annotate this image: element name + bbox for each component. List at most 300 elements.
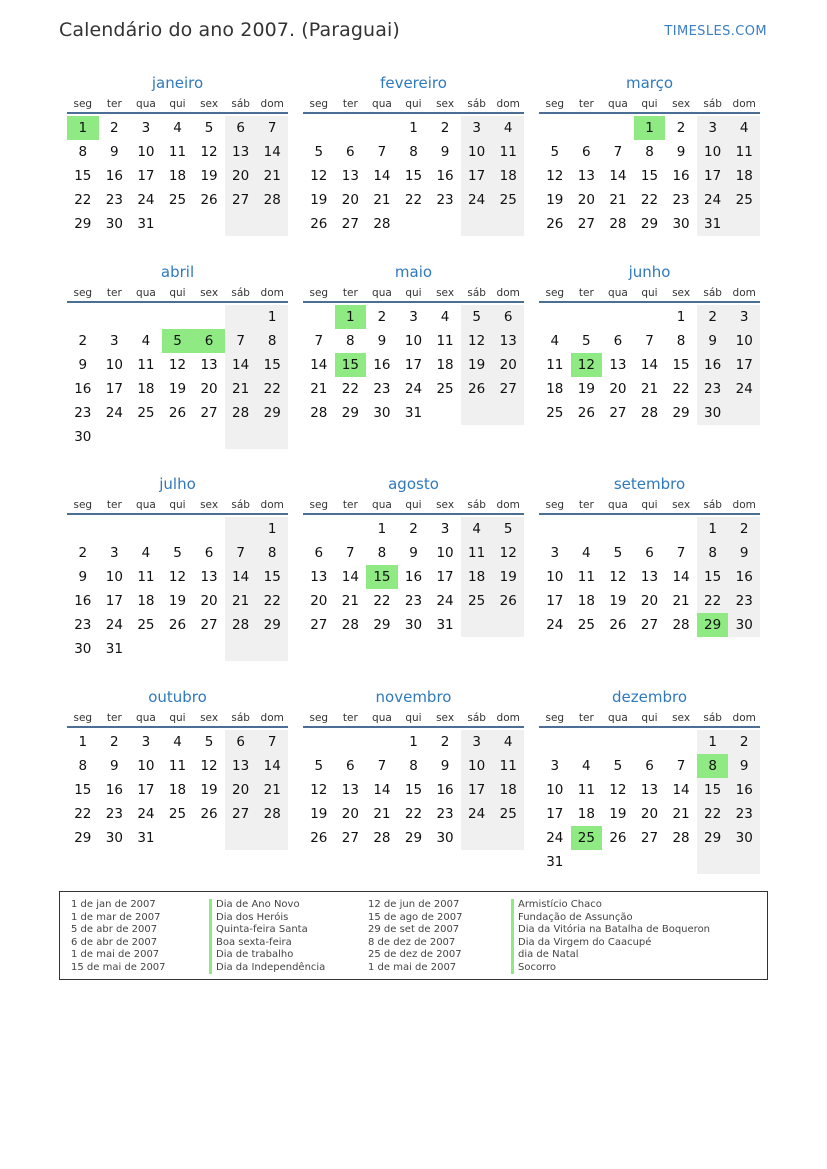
day-cell: 1 <box>409 734 418 750</box>
day-cell: 4 <box>728 116 760 140</box>
holiday-day-cell: 29 <box>697 613 729 637</box>
month-setembro <box>539 473 760 637</box>
day-cell: 21 <box>373 806 391 822</box>
day-cell: 14 <box>672 782 690 798</box>
day-cell: 11 <box>168 144 187 160</box>
day-cell: 17 <box>404 357 423 373</box>
day-cell: 21 <box>640 381 659 397</box>
holiday-day-cell: 1 <box>634 116 666 140</box>
day-cell: 11 <box>168 758 187 774</box>
day-cell: 22 <box>373 593 391 609</box>
day-cell: 6 <box>225 730 257 754</box>
day-cell: 27 <box>225 802 257 826</box>
day-cell: 12 <box>546 168 564 184</box>
empty-day-cell <box>539 517 571 541</box>
day-cell: 24 <box>546 617 564 633</box>
day-cell: 7 <box>676 758 686 774</box>
month-agosto <box>303 473 524 637</box>
day-cell: 19 <box>310 806 328 822</box>
empty-day-cell <box>193 637 225 661</box>
day-cell: 11 <box>492 140 524 164</box>
day-cell: 2 <box>78 545 88 561</box>
day-cell: 24 <box>461 802 493 826</box>
weekday-label: ter <box>342 712 358 724</box>
legend-holiday-name: Dia de trabalho <box>209 949 325 962</box>
day-cell: 29 <box>74 830 92 846</box>
day-cell: 25 <box>577 617 595 633</box>
legend-holiday-name: Socorro <box>511 962 710 975</box>
weekday-label: dom <box>496 712 520 724</box>
day-cell: 30 <box>728 613 760 637</box>
day-cell: 30 <box>404 617 423 633</box>
day-cell: 30 <box>105 830 123 846</box>
day-cell: 6 <box>582 144 591 160</box>
weekday-label: sex <box>672 98 691 110</box>
day-cell: 10 <box>436 545 454 561</box>
day-cell: 9 <box>697 329 729 353</box>
empty-day-cell <box>398 212 430 236</box>
empty-day-cell <box>461 212 493 236</box>
day-cell: 15 <box>697 565 729 589</box>
day-cell: 19 <box>168 381 187 397</box>
day-cell: 23 <box>74 617 92 633</box>
day-cell: 6 <box>346 144 355 160</box>
day-cell: 3 <box>440 521 450 537</box>
day-cell: 3 <box>110 333 119 349</box>
day-cell: 27 <box>200 405 218 421</box>
day-cell: 19 <box>168 593 187 609</box>
day-cell: 18 <box>492 778 524 802</box>
day-cell: 20 <box>577 192 595 208</box>
month-dezembro <box>539 686 760 874</box>
empty-day-cell <box>162 826 194 850</box>
day-cell: 9 <box>377 333 387 349</box>
month-maio <box>303 261 524 425</box>
month-name: março <box>625 74 674 92</box>
day-cell: 17 <box>728 353 760 377</box>
holiday-day-cell: 12 <box>571 353 603 377</box>
month-março <box>539 72 760 236</box>
day-cell: 2 <box>78 333 88 349</box>
empty-day-cell <box>130 425 162 449</box>
day-cell: 30 <box>74 641 92 657</box>
legend-date: 15 de mai de 2007 <box>71 961 166 973</box>
weekday-label: sáb <box>231 499 250 511</box>
day-cell: 28 <box>373 830 391 846</box>
holiday-day-cell: 1 <box>67 116 99 140</box>
day-cell: 7 <box>645 333 654 349</box>
holiday-day-cell: 8 <box>697 754 729 778</box>
day-cell: 25 <box>492 802 524 826</box>
day-cell: 14 <box>256 754 288 778</box>
weekday-label: qui <box>405 712 422 724</box>
day-cell: 7 <box>377 758 387 774</box>
empty-day-cell <box>366 730 398 754</box>
day-cell: 4 <box>141 545 151 561</box>
day-cell: 29 <box>373 617 391 633</box>
empty-day-cell <box>571 116 603 140</box>
day-cell: 28 <box>672 617 690 633</box>
day-cell: 8 <box>78 144 88 160</box>
day-cell: 28 <box>225 401 257 425</box>
day-grid <box>539 116 760 236</box>
weekday-label: qui <box>641 287 658 299</box>
day-cell: 12 <box>310 782 328 798</box>
day-cell: 10 <box>546 782 564 798</box>
day-cell: 30 <box>672 216 690 232</box>
weekday-label: ter <box>106 98 122 110</box>
day-cell: 14 <box>373 168 391 184</box>
day-cell: 19 <box>577 381 595 397</box>
legend-date: 1 de mar de 2007 <box>71 911 161 923</box>
empty-day-cell <box>492 401 524 425</box>
month-fevereiro <box>303 72 524 236</box>
weekday-label: qui <box>641 499 658 511</box>
weekday-header <box>303 94 524 114</box>
day-cell: 5 <box>204 120 214 136</box>
day-cell: 4 <box>550 333 560 349</box>
day-cell: 12 <box>609 782 627 798</box>
day-cell: 10 <box>546 569 564 585</box>
day-cell: 17 <box>461 778 493 802</box>
day-cell: 21 <box>225 589 257 613</box>
day-cell: 21 <box>310 381 328 397</box>
day-cell: 2 <box>110 120 119 136</box>
holiday-legend <box>59 891 768 980</box>
legend-dates-left <box>71 899 166 974</box>
legend-date: 6 de abr de 2007 <box>71 936 158 948</box>
day-cell: 7 <box>314 333 324 349</box>
day-cell: 21 <box>341 593 359 609</box>
day-cell: 6 <box>613 333 623 349</box>
day-cell: 5 <box>314 758 324 774</box>
day-cell: 25 <box>492 188 524 212</box>
empty-day-cell <box>539 116 571 140</box>
weekday-label: qui <box>169 287 186 299</box>
day-cell: 17 <box>137 782 155 798</box>
day-cell: 27 <box>310 617 328 633</box>
day-cell: 7 <box>256 730 288 754</box>
day-cell: 26 <box>310 216 328 232</box>
day-cell: 2 <box>110 734 119 750</box>
day-cell: 28 <box>256 188 288 212</box>
legend-date: 25 de dez de 2007 <box>368 949 462 960</box>
empty-day-cell <box>225 826 257 850</box>
empty-day-cell <box>67 305 99 329</box>
day-cell: 20 <box>640 806 659 822</box>
day-cell: 16 <box>404 569 423 585</box>
day-cell: 12 <box>168 357 187 373</box>
weekday-label: qua <box>136 499 156 511</box>
day-cell: 5 <box>613 545 623 561</box>
weekday-label: qua <box>372 287 392 299</box>
day-cell: 12 <box>310 168 328 184</box>
weekday-label: qua <box>608 287 628 299</box>
weekday-header <box>539 283 760 303</box>
day-cell: 8 <box>256 541 288 565</box>
day-cell: 19 <box>310 192 328 208</box>
day-cell: 20 <box>341 806 359 822</box>
legend-holiday-name: dia de Natal <box>511 949 710 962</box>
weekday-label: dom <box>496 499 520 511</box>
day-cell: 20 <box>492 353 524 377</box>
day-cell: 31 <box>105 641 123 657</box>
day-cell: 28 <box>256 802 288 826</box>
day-cell: 31 <box>137 216 155 232</box>
day-cell: 1 <box>697 730 729 754</box>
day-cell: 26 <box>577 405 595 421</box>
day-cell: 17 <box>461 164 493 188</box>
day-cell: 16 <box>672 168 690 184</box>
empty-day-cell <box>193 305 225 329</box>
day-cell: 2 <box>377 309 387 325</box>
brand-logo[interactable]: TIMESLES.COM <box>664 24 767 39</box>
day-cell: 23 <box>728 589 760 613</box>
weekday-label: qui <box>169 98 186 110</box>
day-cell: 15 <box>404 782 423 798</box>
day-cell: 19 <box>200 168 218 184</box>
empty-day-cell <box>303 730 335 754</box>
day-cell: 23 <box>105 192 123 208</box>
day-cell: 13 <box>577 168 595 184</box>
empty-day-cell <box>429 401 461 425</box>
day-cell: 2 <box>676 120 686 136</box>
weekday-label: sex <box>200 499 219 511</box>
day-cell: 25 <box>728 188 760 212</box>
day-cell: 1 <box>256 517 288 541</box>
day-cell: 25 <box>137 617 155 633</box>
day-cell: 31 <box>436 617 454 633</box>
day-cell: 10 <box>461 140 493 164</box>
empty-day-cell <box>225 305 257 329</box>
day-cell: 4 <box>582 545 591 561</box>
empty-day-cell <box>665 730 697 754</box>
day-cell: 8 <box>409 758 418 774</box>
day-cell: 1 <box>78 734 88 750</box>
day-cell: 11 <box>577 782 595 798</box>
weekday-label: dom <box>260 287 284 299</box>
empty-day-cell <box>162 425 194 449</box>
day-cell: 9 <box>728 541 760 565</box>
empty-day-cell <box>225 425 257 449</box>
weekday-label: seg <box>545 98 565 110</box>
empty-day-cell <box>366 116 398 140</box>
day-cell: 22 <box>697 802 729 826</box>
weekday-label: seg <box>73 98 93 110</box>
day-cell: 22 <box>404 192 423 208</box>
legend-holiday-name: Dia da Vitória na Batalha de Boqueron <box>511 924 710 937</box>
day-cell: 19 <box>609 806 627 822</box>
day-cell: 30 <box>728 826 760 850</box>
day-cell: 18 <box>728 164 760 188</box>
weekday-header <box>67 94 288 114</box>
month-name: outubro <box>148 688 207 706</box>
empty-day-cell <box>602 305 634 329</box>
day-cell: 3 <box>550 758 560 774</box>
day-cell: 13 <box>200 569 218 585</box>
weekday-label: ter <box>578 98 594 110</box>
day-cell: 12 <box>461 329 493 353</box>
day-cell: 3 <box>409 309 418 325</box>
day-cell: 7 <box>346 545 355 561</box>
empty-day-cell <box>728 212 760 236</box>
day-cell: 26 <box>461 377 493 401</box>
day-cell: 21 <box>672 806 690 822</box>
day-cell: 2 <box>697 305 729 329</box>
day-cell: 19 <box>461 353 493 377</box>
empty-day-cell <box>602 850 634 874</box>
day-cell: 21 <box>672 593 690 609</box>
day-cell: 8 <box>78 758 88 774</box>
day-cell: 9 <box>78 569 88 585</box>
day-cell: 10 <box>105 357 123 373</box>
day-cell: 21 <box>373 192 391 208</box>
weekday-label: qua <box>136 712 156 724</box>
day-cell: 23 <box>728 802 760 826</box>
day-cell: 10 <box>697 140 729 164</box>
legend-dates-right <box>368 899 462 974</box>
empty-day-cell <box>162 637 194 661</box>
day-cell: 18 <box>436 357 454 373</box>
empty-day-cell <box>492 613 524 637</box>
weekday-label: qua <box>136 98 156 110</box>
weekday-label: sáb <box>231 98 250 110</box>
day-cell: 6 <box>225 116 257 140</box>
empty-day-cell <box>602 517 634 541</box>
month-name: junho <box>628 263 671 281</box>
empty-day-cell <box>492 212 524 236</box>
day-cell: 1 <box>697 517 729 541</box>
day-cell: 11 <box>137 569 155 585</box>
day-cell: 15 <box>672 357 690 373</box>
day-cell: 23 <box>436 192 454 208</box>
legend-date: 12 de jun de 2007 <box>368 899 460 910</box>
day-cell: 17 <box>546 593 564 609</box>
day-cell: 5 <box>550 144 560 160</box>
weekday-label: dom <box>732 98 756 110</box>
month-abril <box>67 261 288 449</box>
weekday-label: dom <box>732 287 756 299</box>
weekday-label: ter <box>342 499 358 511</box>
day-cell: 3 <box>461 730 493 754</box>
day-cell: 31 <box>404 405 423 421</box>
day-cell: 24 <box>404 381 423 397</box>
empty-day-cell <box>193 212 225 236</box>
day-cell: 20 <box>200 381 218 397</box>
day-cell: 15 <box>697 778 729 802</box>
day-grid <box>67 730 288 850</box>
day-cell: 8 <box>645 144 654 160</box>
month-name: maio <box>394 263 433 281</box>
weekday-label: sex <box>672 712 691 724</box>
weekday-label: seg <box>73 712 93 724</box>
day-cell: 18 <box>461 565 493 589</box>
month-name: novembro <box>375 688 452 706</box>
day-cell: 14 <box>609 168 627 184</box>
day-cell: 4 <box>173 734 182 750</box>
day-cell: 22 <box>256 377 288 401</box>
day-cell: 17 <box>137 168 155 184</box>
empty-day-cell <box>130 305 162 329</box>
day-cell: 26 <box>168 405 187 421</box>
weekday-label: seg <box>73 499 93 511</box>
day-cell: 16 <box>373 357 391 373</box>
empty-day-cell <box>634 305 666 329</box>
weekday-label: qui <box>405 287 422 299</box>
weekday-label: seg <box>545 287 565 299</box>
holiday-day-cell: 5 <box>162 329 194 353</box>
day-cell: 27 <box>640 617 659 633</box>
weekday-label: sex <box>200 287 219 299</box>
day-cell: 7 <box>676 545 686 561</box>
weekday-label: sáb <box>231 287 250 299</box>
day-cell: 2 <box>440 734 450 750</box>
legend-holiday-name: Armistício Chaco <box>511 899 710 912</box>
day-cell: 9 <box>676 144 686 160</box>
weekday-label: ter <box>106 499 122 511</box>
day-cell: 29 <box>672 405 690 421</box>
weekday-label: sáb <box>467 499 486 511</box>
day-cell: 12 <box>200 758 218 774</box>
day-cell: 29 <box>256 401 288 425</box>
day-cell: 21 <box>256 164 288 188</box>
day-cell: 26 <box>609 617 627 633</box>
weekday-header <box>539 708 760 728</box>
legend-names-right <box>511 899 710 974</box>
weekday-label: ter <box>106 287 122 299</box>
weekday-label: seg <box>309 499 329 511</box>
day-cell: 7 <box>613 144 623 160</box>
day-grid <box>303 116 524 236</box>
weekday-label: qua <box>372 98 392 110</box>
page-title: Calendário do ano 2007. (Paraguai) <box>59 19 400 41</box>
day-cell: 28 <box>672 830 690 846</box>
day-cell: 24 <box>697 188 729 212</box>
empty-day-cell <box>335 730 367 754</box>
day-cell: 18 <box>137 381 155 397</box>
day-cell: 22 <box>341 381 359 397</box>
weekday-label: ter <box>578 712 594 724</box>
day-grid <box>303 517 524 637</box>
month-junho <box>539 261 760 425</box>
day-cell: 24 <box>728 377 760 401</box>
day-cell: 2 <box>440 120 450 136</box>
day-cell: 14 <box>225 353 257 377</box>
weekday-label: sex <box>672 499 691 511</box>
weekday-label: seg <box>309 712 329 724</box>
day-cell: 11 <box>728 140 760 164</box>
empty-day-cell <box>602 116 634 140</box>
day-cell: 14 <box>672 569 690 585</box>
day-cell: 19 <box>200 782 218 798</box>
empty-day-cell <box>602 730 634 754</box>
day-cell: 26 <box>546 216 564 232</box>
day-cell: 6 <box>346 758 355 774</box>
empty-day-cell <box>634 730 666 754</box>
day-cell: 5 <box>613 758 623 774</box>
day-cell: 16 <box>728 565 760 589</box>
day-cell: 3 <box>110 545 119 561</box>
empty-day-cell <box>256 826 288 850</box>
day-cell: 10 <box>728 329 760 353</box>
day-cell: 22 <box>697 589 729 613</box>
weekday-label: sáb <box>703 499 722 511</box>
weekday-label: seg <box>545 712 565 724</box>
day-grid <box>539 730 760 874</box>
day-cell: 4 <box>582 758 591 774</box>
weekday-label: ter <box>342 98 358 110</box>
day-cell: 2 <box>409 521 418 537</box>
